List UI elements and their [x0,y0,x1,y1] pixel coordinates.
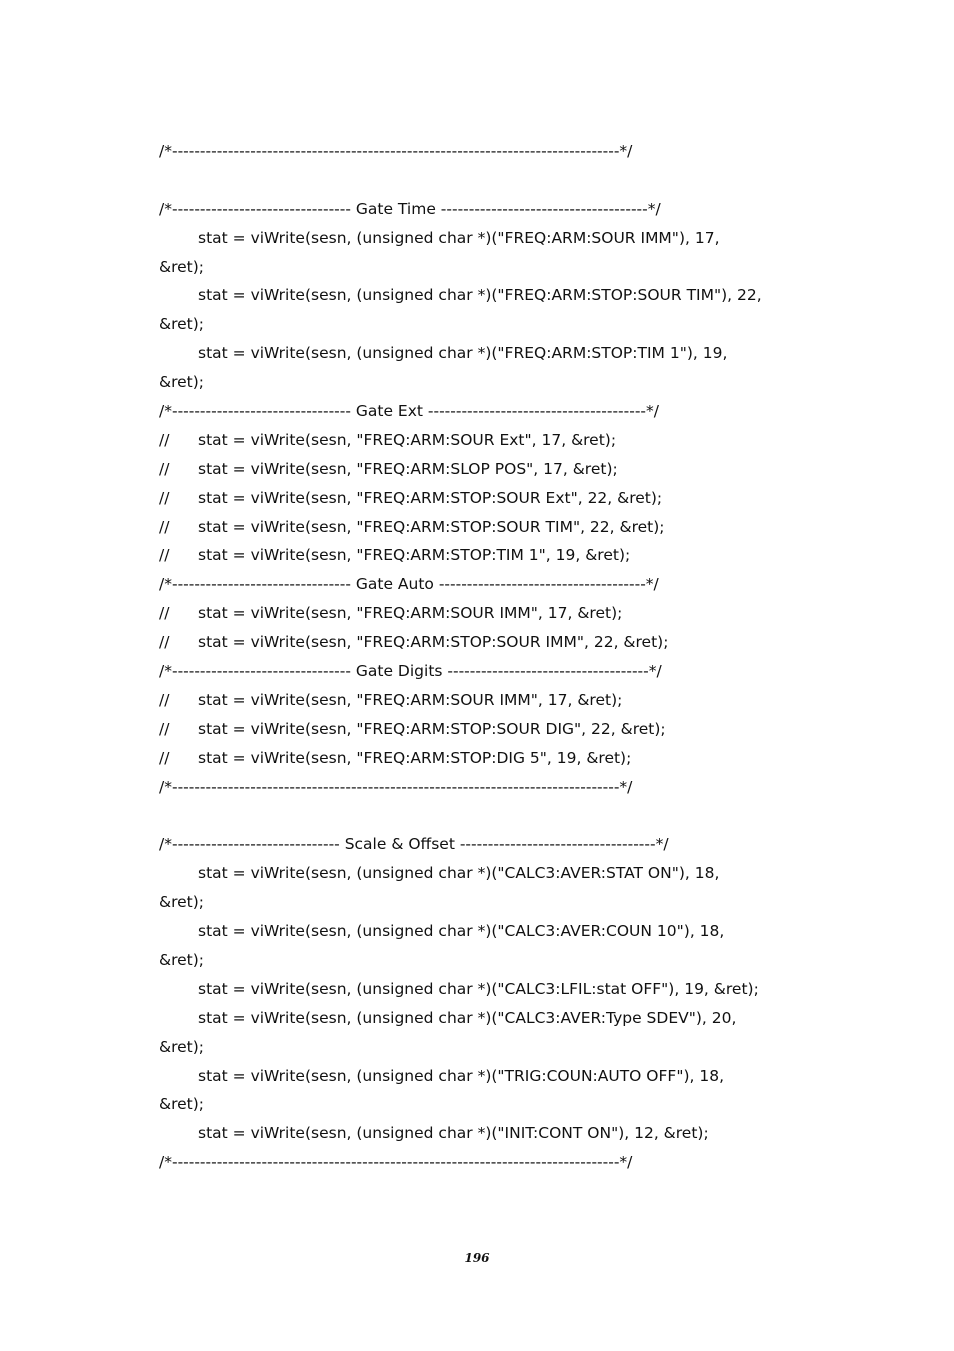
code-text: stat = viWrite(sesn, "FREQ:ARM:SOUR Ext", 17, &ret); [198,430,617,449]
code-line [159,368,819,397]
code-text: stat = viWrite(sesn, (unsigned char *)("FREQ:ARM:STOP:SOUR TIM"), 22, [198,286,762,305]
comment-marker: // [159,633,170,652]
code-line [159,253,819,282]
code-text: stat = viWrite(sesn, "FREQ:ARM:STOP:DIG 5", 19, &ret); [198,748,632,767]
code-line [159,1090,819,1119]
code-text: /*-------------------------------- Gate Digits ------------------------------------*/ [159,662,662,681]
code-text: stat = viWrite(sesn, (unsigned char *)("CALC3:AVER:COUN 10"), 18, [198,922,725,941]
code-text: &ret); [159,1095,205,1114]
code-text: &ret); [159,893,205,912]
code-text: stat = viWrite(sesn, "FREQ:ARM:STOP:SOUR Ext", 22, &ret); [198,488,663,507]
code-text: stat = viWrite(sesn, "FREQ:ARM:STOP:SOUR DIG", 22, &ret); [198,719,666,738]
comment-marker: // [159,719,170,738]
code-text: /*--------------------------------------------------------------------------------*/ [159,1153,633,1172]
code-text: stat = viWrite(sesn, (unsigned char *)("TRIG:COUN:AUTO OFF"), 18, [198,1066,725,1085]
code-line [159,426,819,455]
code-line [159,715,819,744]
code-text: &ret); [159,315,205,334]
code-line [159,455,819,484]
code-text: stat = viWrite(sesn, "FREQ:ARM:SLOP POS", 17, &ret); [198,459,618,478]
code-line [159,339,819,368]
code-line [159,975,819,1004]
code-text: stat = viWrite(sesn, "FREQ:ARM:STOP:TIM 1", 19, &ret); [198,546,631,565]
code-line [159,570,819,599]
code-text: stat = viWrite(sesn, "FREQ:ARM:SOUR IMM", 17, &ret); [198,690,623,709]
code-line [159,657,819,686]
code-line [159,1119,819,1148]
code-text: &ret); [159,950,205,969]
code-text: stat = viWrite(sesn, (unsigned char *)("CALC3:AVER:STAT ON"), 18, [198,864,720,883]
code-line [159,917,819,946]
code-text: /*------------------------------ Scale & Offset -----------------------------------*/ [159,835,669,854]
code-text: stat = viWrite(sesn, (unsigned char *)("INIT:CONT ON"), 12, &ret); [198,1124,709,1143]
blank-line [159,166,819,195]
code-line [159,137,819,166]
comment-marker: // [159,748,170,767]
code-line [159,541,819,570]
code-line [159,773,819,802]
code-line [159,281,819,310]
code-text: &ret); [159,257,205,276]
code-line [159,397,819,426]
code-line [159,859,819,888]
code-text: /*-------------------------------- Gate Time -------------------------------------*/ [159,199,661,218]
code-line [159,1004,819,1033]
comment-marker: // [159,430,170,449]
code-line [159,1062,819,1091]
code-text: stat = viWrite(sesn, "FREQ:ARM:STOP:SOUR TIM", 22, &ret); [198,517,665,536]
code-text: /*--------------------------------------------------------------------------------*/ [159,142,633,160]
code-line [159,830,819,859]
code-line [159,888,819,917]
code-line [159,686,819,715]
page-number: 196 [464,1251,490,1265]
code-listing [159,137,819,1177]
code-text: /*-------------------------------- Gate Ext ---------------------------------------*/ [159,402,659,421]
comment-marker: // [159,488,170,507]
comment-marker: // [159,604,170,623]
code-line [159,484,819,513]
blank-line [159,801,819,830]
code-text: stat = viWrite(sesn, (unsigned char *)("FREQ:ARM:STOP:TIM 1"), 19, [198,344,728,363]
code-line [159,1148,819,1177]
code-line [159,195,819,224]
code-text: /*--------------------------------------------------------------------------------*/ [159,777,633,796]
code-line [159,513,819,542]
code-text: stat = viWrite(sesn, (unsigned char *)("CALC3:AVER:Type SDEV"), 20, [198,1008,737,1027]
code-line [159,224,819,253]
code-line [159,628,819,657]
comment-marker: // [159,546,170,565]
comment-marker: // [159,459,170,478]
code-text: stat = viWrite(sesn, "FREQ:ARM:SOUR IMM", 17, &ret); [198,604,623,623]
code-text: stat = viWrite(sesn, (unsigned char *)("CALC3:LFIL:stat OFF"), 19, &ret); [198,979,759,998]
code-line [159,599,819,628]
comment-marker: // [159,517,170,536]
code-text: &ret); [159,1037,205,1056]
code-text: &ret); [159,373,205,392]
code-line [159,744,819,773]
code-line [159,946,819,975]
code-text: /*-------------------------------- Gate Auto -------------------------------------*/ [159,575,659,594]
comment-marker: // [159,690,170,709]
code-line [159,310,819,339]
code-text: stat = viWrite(sesn, (unsigned char *)("FREQ:ARM:SOUR IMM"), 17, [198,228,720,247]
code-text: stat = viWrite(sesn, "FREQ:ARM:STOP:SOUR IMM", 22, &ret); [198,633,669,652]
code-line [159,1033,819,1062]
